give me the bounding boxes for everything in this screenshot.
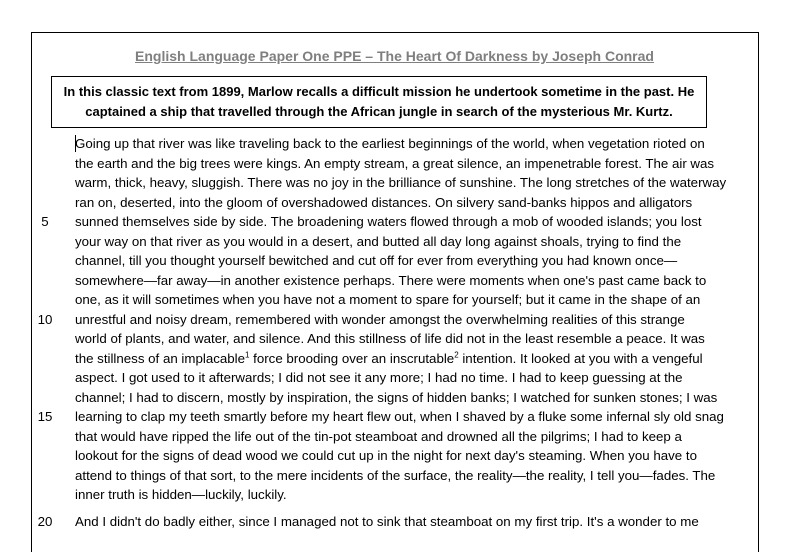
title-of-word: Of [445, 48, 462, 64]
title-text: English Language Paper One PPE – The Heart [135, 48, 446, 64]
body-line[interactable]: inner truth is hidden—luckily, luckily. [75, 487, 287, 502]
footnote-marker-1: 1 [245, 350, 250, 360]
intro-line-2: captained a ship that travelled through the African jungle in search of the mysterious Mr. Kurtz. [85, 103, 673, 119]
body-line[interactable]: unrestful and noisy dream, remembered with wonder amongst the overwhelming realities of this strange [75, 311, 685, 327]
line-number: 10 [37, 311, 53, 327]
intro-line-1: In this classic text from 1899, Marlow recalls a difficult mission he undertook sometime in the past. He [63, 84, 695, 99]
body-line[interactable]: your way on that river as you would in a desert, and butted all day long against shoals, trying to find the [75, 233, 682, 249]
line-number: 20 [37, 514, 53, 529]
body-line[interactable]: that would have ripped the life out of the tin-pot steamboat and drowned all the pilgrims; I had to keep a [75, 428, 682, 444]
body-line[interactable]: attend to things of that sort, to the mere incidents of the surface, the reality—the reality, I tell you—fades. The [75, 467, 716, 483]
body-line[interactable]: channel, till you thought yourself bewitched and cut off for ever from everything you had known once— [75, 253, 678, 268]
title-text-end: Darkness by Joseph Conrad [461, 48, 654, 64]
body-line[interactable]: sunned themselves side by side. The broadening waters flowed through a mob of wooded islands; you lost [75, 214, 702, 229]
body-line[interactable]: channel; I had to discern, mostly by inspiration, the signs of hidden banks; I watched for sunken stones; I was [75, 389, 718, 405]
body-line[interactable]: lookout for the signs of dead wood we could cut up in the night for next day's steaming. When you have to [75, 448, 697, 463]
body-line[interactable]: warm, thick, heavy, sluggish. There was no joy in the brilliance of sunshine. The long stretches of the waterway [75, 175, 727, 190]
document-title [0, 48, 789, 64]
body-line[interactable]: one, as it will sometimes when you have not a moment to spare for yourself; but it came in the shape of an [75, 292, 701, 307]
body-line[interactable]: aspect. I got used to it afterwards; I did not see it any more; I had no time. I had to keep guessing at the [75, 370, 683, 385]
body-line[interactable]: learning to clap my teeth smartly before my heart flew out, when I shaved by a fluke some infernal sly old snag [75, 409, 724, 424]
body-line-footnotes[interactable] [75, 349, 703, 369]
body-line-paragraph-2[interactable]: And I didn't do badly either, since I managed not to sink that steamboat on my first trip. It's a wonder to me [75, 514, 699, 529]
body-line[interactable]: the earth and the big trees were kings. An empty stream, a great silence, an impenetrable forest. The air was [75, 155, 715, 171]
body-line[interactable]: somewhere—far away—in another existence perhaps. There were moments when one's past came back to [75, 272, 707, 288]
line-number: 15 [37, 409, 53, 424]
body-line[interactable]: Going up that river was like traveling back to the earliest beginnings of the world, when vegetation rioted on [75, 136, 705, 151]
line-text: the stillness of an implacable [75, 350, 245, 366]
line-text: intention. It looked at you with a vengeful [458, 350, 703, 366]
intro-box [51, 76, 707, 128]
body-line[interactable]: world of plants, and water, and silence. And this stillness of life did not in the least resemble a peace. It was [75, 331, 705, 346]
footnote-marker-2: 2 [454, 350, 459, 360]
line-text: force brooding over an inscrutable [249, 350, 455, 366]
line-number: 5 [41, 214, 49, 229]
body-line[interactable]: ran on, deserted, into the gloom of overshadowed distances. On silvery sand-banks hippos and alligators [75, 194, 693, 210]
